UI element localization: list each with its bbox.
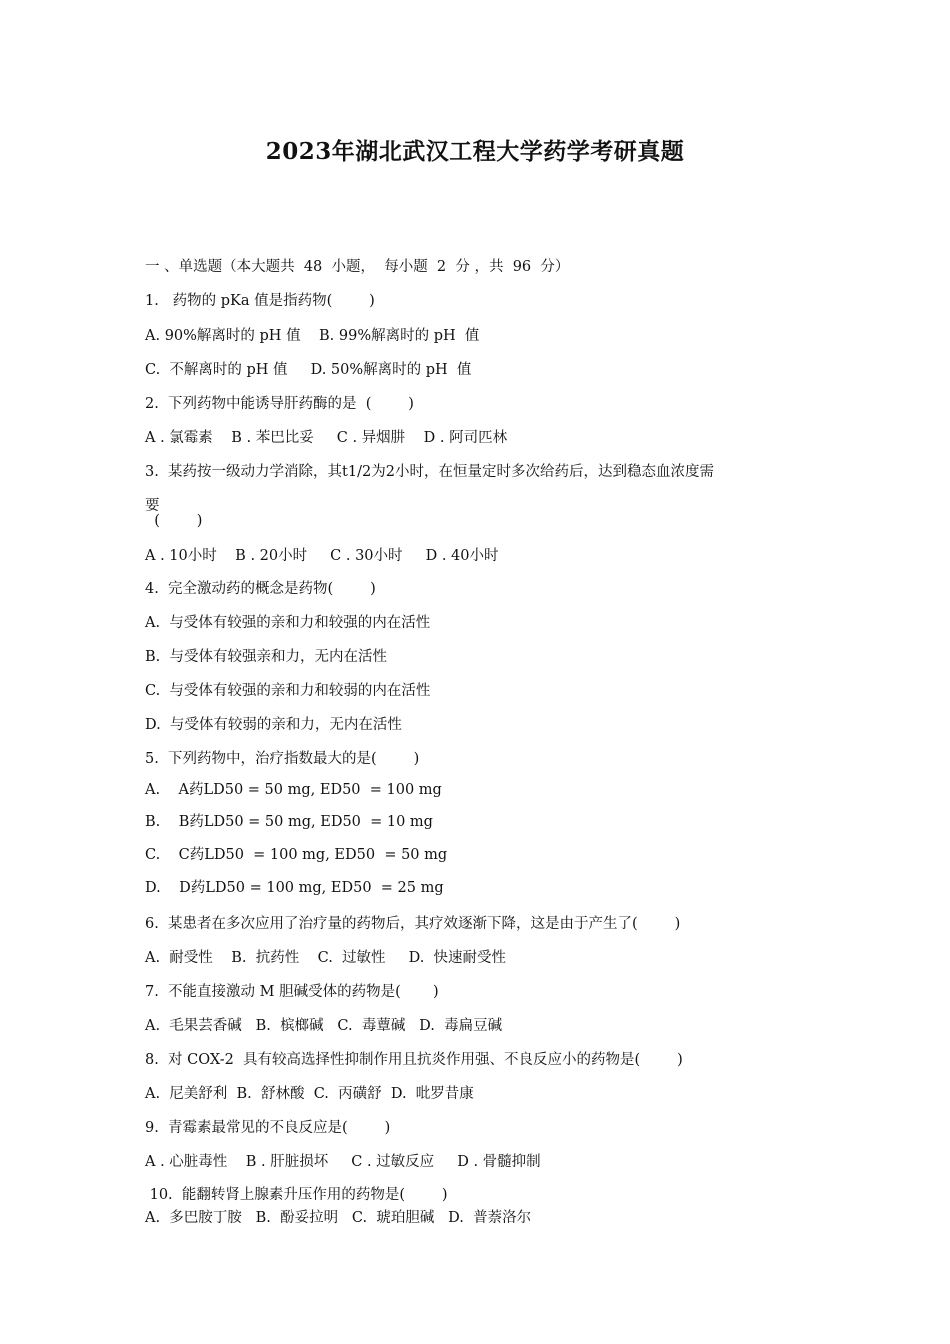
question-3-blank: ( ) — [145, 513, 203, 529]
question-8: 8. 对 COX-2 具有较高选择性抑制作用且抗炎作用强、不良反应小的药物是( ) — [145, 1052, 683, 1068]
question-6: 6. 某患者在多次应用了治疗量的药物后，其疗效逐渐下降，这是由于产生了( ) — [145, 916, 681, 932]
q1-options-cd: C. 不解离时的 pH 值 D. 50%解离时的 pH 值 — [145, 362, 472, 378]
q5-option-a: A. A药LD50 = 50 mg, ED50 = 100 mg — [145, 782, 442, 798]
q4-option-d: D. 与受体有较弱的亲和力，无内在活性 — [145, 717, 402, 733]
q4-option-a: A. 与受体有较强的亲和力和较强的内在活性 — [145, 615, 431, 631]
q10-options: A. 多巴胺丁胺 B. 酚妥拉明 C. 琥珀胆碱 D. 普萘洛尔 — [145, 1210, 532, 1226]
question-7: 7. 不能直接激动 M 胆碱受体的药物是( ) — [145, 984, 439, 1000]
q3-options: A . 10小时 B . 20小时 C . 30小时 D . 40小时 — [145, 548, 499, 564]
q5-option-c: C. C药LD50 = 100 mg, ED50 = 50 mg — [145, 847, 448, 863]
question-3-continued: 要 — [145, 498, 160, 514]
question-1: 1. 药物的 pKa 值是指药物( ) — [145, 293, 375, 309]
q6-options: A. 耐受性 B. 抗药性 C. 过敏性 D. 快速耐受性 — [145, 950, 507, 966]
q2-options: A . 氯霉素 B . 苯巴比妥 C . 异烟肼 D . 阿司匹林 — [145, 430, 508, 446]
q4-option-c: C. 与受体有较强的亲和力和较弱的内在活性 — [145, 683, 431, 699]
document-title: 2023年湖北武汉工程大学药学考研真题 — [265, 138, 685, 165]
q8-options: A. 尼美舒利 B. 舒林酸 C. 丙磺舒 D. 吡罗昔康 — [145, 1086, 474, 1102]
question-3: 3. 某药按一级动力学消除，其t1/2为2小时，在恒量定时多次给药后，达到稳态血浓度需 — [145, 464, 714, 480]
question-10: 10. 能翻转肾上腺素升压作用的药物是( ) — [145, 1187, 448, 1203]
question-4: 4. 完全激动药的概念是药物( ) — [145, 581, 376, 597]
q9-options: A . 心脏毒性 B . 肝脏损坏 C . 过敏反应 D . 骨髓抑制 — [145, 1154, 541, 1170]
section-heading: 一 、单选题（本大题共 48 小题， 每小题 2 分 ，共 96 分） — [145, 259, 570, 275]
question-9: 9. 青霉素最常见的不良反应是( ) — [145, 1120, 391, 1136]
q7-options: A. 毛果芸香碱 B. 槟榔碱 C. 毒蕈碱 D. 毒扁豆碱 — [145, 1018, 503, 1034]
question-2: 2. 下列药物中能诱导肝药酶的是 ( ) — [145, 396, 414, 412]
q1-options-ab: A. 90%解离时的 pH 值 B. 99%解离时的 pH 值 — [145, 328, 480, 344]
q5-option-d: D. D药LD50 = 100 mg, ED50 = 25 mg — [145, 880, 444, 896]
q5-option-b: B. B药LD50 = 50 mg, ED50 = 10 mg — [145, 814, 433, 830]
q4-option-b: B. 与受体有较强亲和力，无内在活性 — [145, 649, 387, 665]
question-5: 5. 下列药物中，治疗指数最大的是( ) — [145, 751, 420, 767]
